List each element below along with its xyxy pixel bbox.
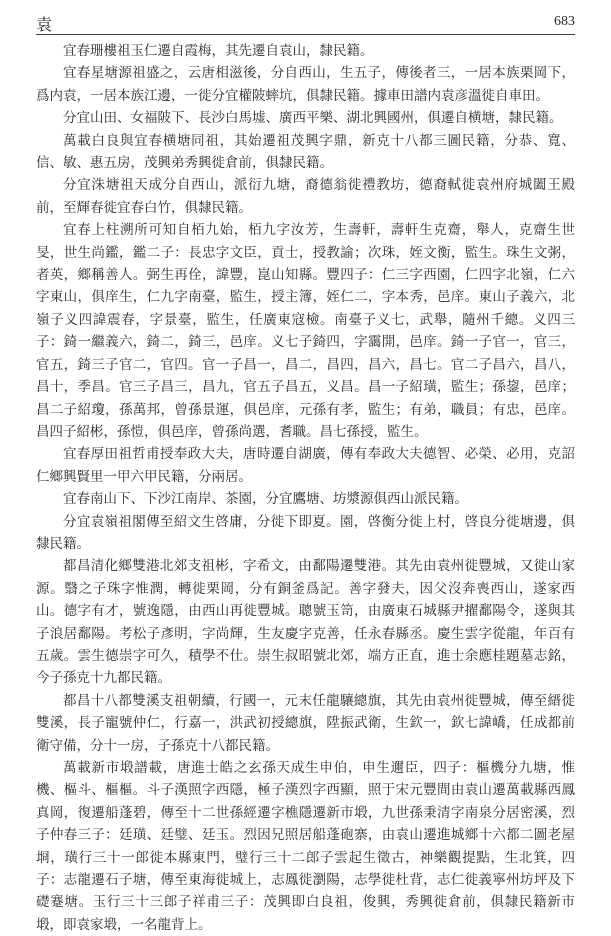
paragraph: 宜春上柱溯所可知自栢九始，栢九字汝芳，生壽軒，壽軒生克齋，舉人，克齋生世旻，世生尚鑑，鑑二子：長忠字文臣，貢士，授教諭；次珠，姪文衡，監生。珠生文粥，者英，鄉稱善人。弼生再佺，諱豐，崑山知縣。豐四子：仁三字西園，仁四字北嶺，仁六字東山，俱庠生，仁九字南臺，監生，授主簿，姪仁二，字本秀，邑庠。東山子義六，北嶺子义四諱震春，字景臺，監生，任廣東寇檢。南臺子义七，武舉，隨州千總。义四三子：錡一繼義六，錡二，錡三，邑庠。义七子錡四，字靄開，邑庠。錡一子官一，官三，官五，錡三子官二，官四。官一子昌一，昌二，昌四，昌六，昌七。官二子昌六，昌八，昌十，季昌。官三子昌三，昌九，官五子昌五，义昌。昌一子紹璜，監生；孫鋆，邑庠；昌二子紹瓊，孫萬邦，曾孫景運，俱邑庠，元孫有孝，監生；有弟，職員；有忠，邑庠。昌四子紹彬，孫愷，俱邑庠，曾孫尚選，耆職。昌七孫授，監生。: [36, 222, 575, 440]
paragraph: 都昌清化鄉雙港北郊支祖彬，字希文，由鄱陽遷雙港。其先由袁州徙豐城，又徙山家源。翳之子珠字惟潤，轉徙栗岡，分有銅釜爲記。善字發夫，因父沒奔喪西山，遂家西山。德字有才，號逸隱，由西山再徙豐城。聰號玉笥，由廣東石城縣尹擢鄱陽令，遂與其子浪居鄱陽。考松子彥明，字尚輝，生友慶字克善，任永春縣丞。慶生雲字從龍，年百有五歲。雲生德崇字可久，積學不仕。崇生叔昭號北郊，端方正直，進士余應桂題墓志銘，今子孫克十九都民籍。: [36, 558, 575, 687]
paragraph: 分宜山田、女福陂下、長沙白馬墟、廣西平樂、湖北興國州，俱遷自横塘，隸民籍。: [63, 110, 563, 127]
paragraph: 宜春星塘源祖盛之，云唐相滋後，分自西山，生五子，傳後者三，一居本族栗岡下，爲内袁，一居本族江邊，一徙分宜權陂蟀坑，俱隸民籍。據車田譜内袁彦溫徙自車田。: [36, 65, 575, 104]
header-rule: [36, 34, 575, 35]
paragraph: 萬載白良與宜春横塘同祖，其始遷祖茂興字鼎，新克十八都三圖民籍，分恭、寬、信、敏、惠五房，茂興弟秀興徙倉前，俱隸民籍。: [36, 132, 575, 172]
paragraph: 宜春厚田祖哲甫授奉政大夫，唐時遷自湖廣，傳有奉政大夫德智、必榮、必用，克詔仁鄉興賢里一甲六甲民籍，分兩居。: [36, 446, 575, 485]
paragraph: 萬載新市塅譜載，唐進士皓之玄孫天成生申伯，申生邇臣，四子：樞機分九塘，惟機、樞斗、樞樞。斗子漢照字西隱，極子漢烈字西顯，照于宋元豐間由袁山遷萬載縣西鳳真岡，復遷船蓬碧，傳至十二世孫經遷字樵隱遷新市塅，九世孫秉清字南泉分居密溪，烈子仲春三子：廷璜、廷璧、廷玉。烈因兄照居船蓬砲寨，由袁山遷進城鄉十六都二圖老屋埛，璜行三十一郎徙本縣東門，璧行三十二郎子雲起生徵古，神樂觀提點，生北箕，四子：志龍遷石子塘，傳至東海徙城上，志鳳徙瀏陽，志學徙杜背，志仁徙義寧州坊坪及下礎蹇塘。玉行三十三郎子祥甫三子：茂興即白良祖，俊興，秀興徙倉前，俱隸民籍新市塅，即袁家塅，一名龍背上。: [36, 760, 575, 933]
page-header: [36, 10, 575, 34]
paragraph: 都昌十八都雙溪支祖朝續，行國一，元末任龍驤總旗，其先由袁州徙豐城，傳至縉徙雙溪，長子寵號仲仁，行嘉一，洪武初授總旗，陞振武衛，生欽一，欽七諱嶠，任成都前衛守備，分十一房，子孫克十八都民籍。: [36, 692, 575, 754]
paragraph: 分宜洙塘祖天成分自西山，派衍九塘，裔德翁徙禮教坊，德裔軾徙袁州府城闔王殿前，至輝春徙宜春白竹，俱隸民籍。: [36, 177, 575, 216]
running-head: 袁: [36, 15, 54, 34]
main-text: [36, 40, 575, 936]
paragraph: 宜春南山下、下沙江南岸、茶園，分宜鷹塘、坊漿源俱西山派民籍。: [63, 491, 468, 508]
paragraph: 宜春珊樓祖玉仁遷自霞梅，其先遷自袁山，隸民籍。: [63, 43, 374, 59]
paragraph: 分宜袁嶺祖閣傳至紹文生啓庸，分徙下即夏。園，啓衡分徙上村，啓良分徙塘邊，俱隸民籍。: [36, 513, 575, 552]
page-number: 683: [554, 14, 575, 29]
